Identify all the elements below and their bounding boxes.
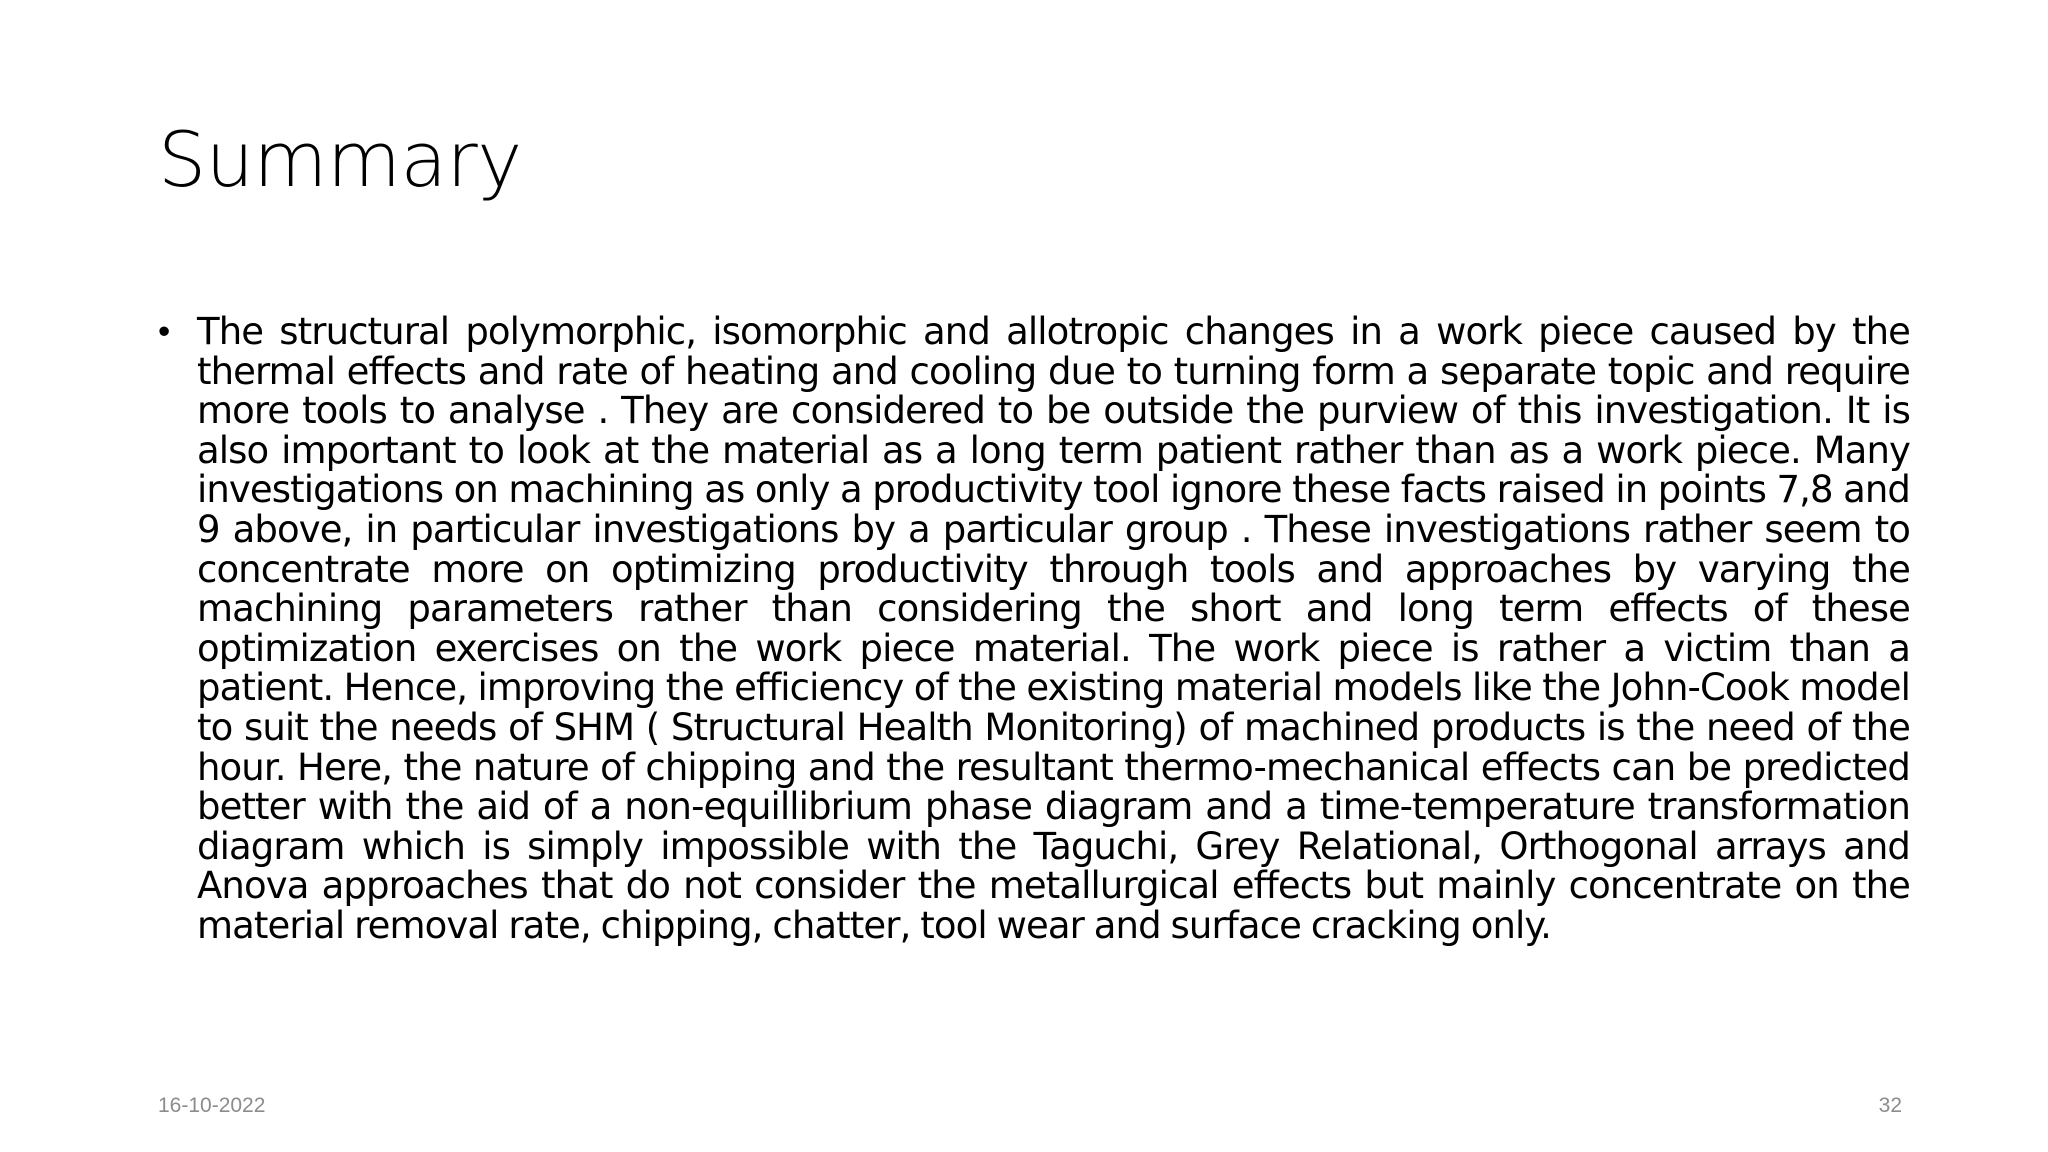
bullet-list bbox=[158, 312, 1910, 946]
bullet-icon: • bbox=[158, 312, 171, 351]
bullet-text: The structural polymorphic, isomorphic and allotropic changes in a work piece caused by the thermal effects and rate of heating and cooling due to turning form a separate topic and require more tools to analyse . They are considered to be outside the purview of this investigation. It is also important to look at the material as a long term patient rather than as a work piece. Many investigations on machining as only a productivity tool ignore these facts raised in points 7,8 and 9 above, in particular investigations by a particular group . These investigations rather seem to concentrate more on optimizing productivity through tools and approaches by varying the machining parameters rather than considering the short and long term effects of these optimization exercises on the work piece material. The work piece is rather a victim than a patient. Hence, improving the efficiency of the existing material models like the John-Cook model to suit the needs of SHM ( Structural Health Monitoring) of machined products is the need of the hour. Here, the nature of chipping and the resultant thermo-mechanical effects can be predicted better with the aid of a non-equillibrium phase diagram and a time-temperature transformation diagram which is simply impossible with the Taguchi, Grey Relational, Orthogonal arrays and Anova approaches that do not consider the metallurgical effects but mainly concentrate on the material removal rate, chipping, chatter, tool wear and surface cracking only. bbox=[197, 310, 1910, 947]
page-number: 32 bbox=[1878, 1094, 1902, 1117]
footer-date: 16-10-2022 bbox=[158, 1094, 266, 1117]
bullet-item bbox=[158, 312, 1910, 946]
slide-title: Summary bbox=[158, 115, 522, 204]
